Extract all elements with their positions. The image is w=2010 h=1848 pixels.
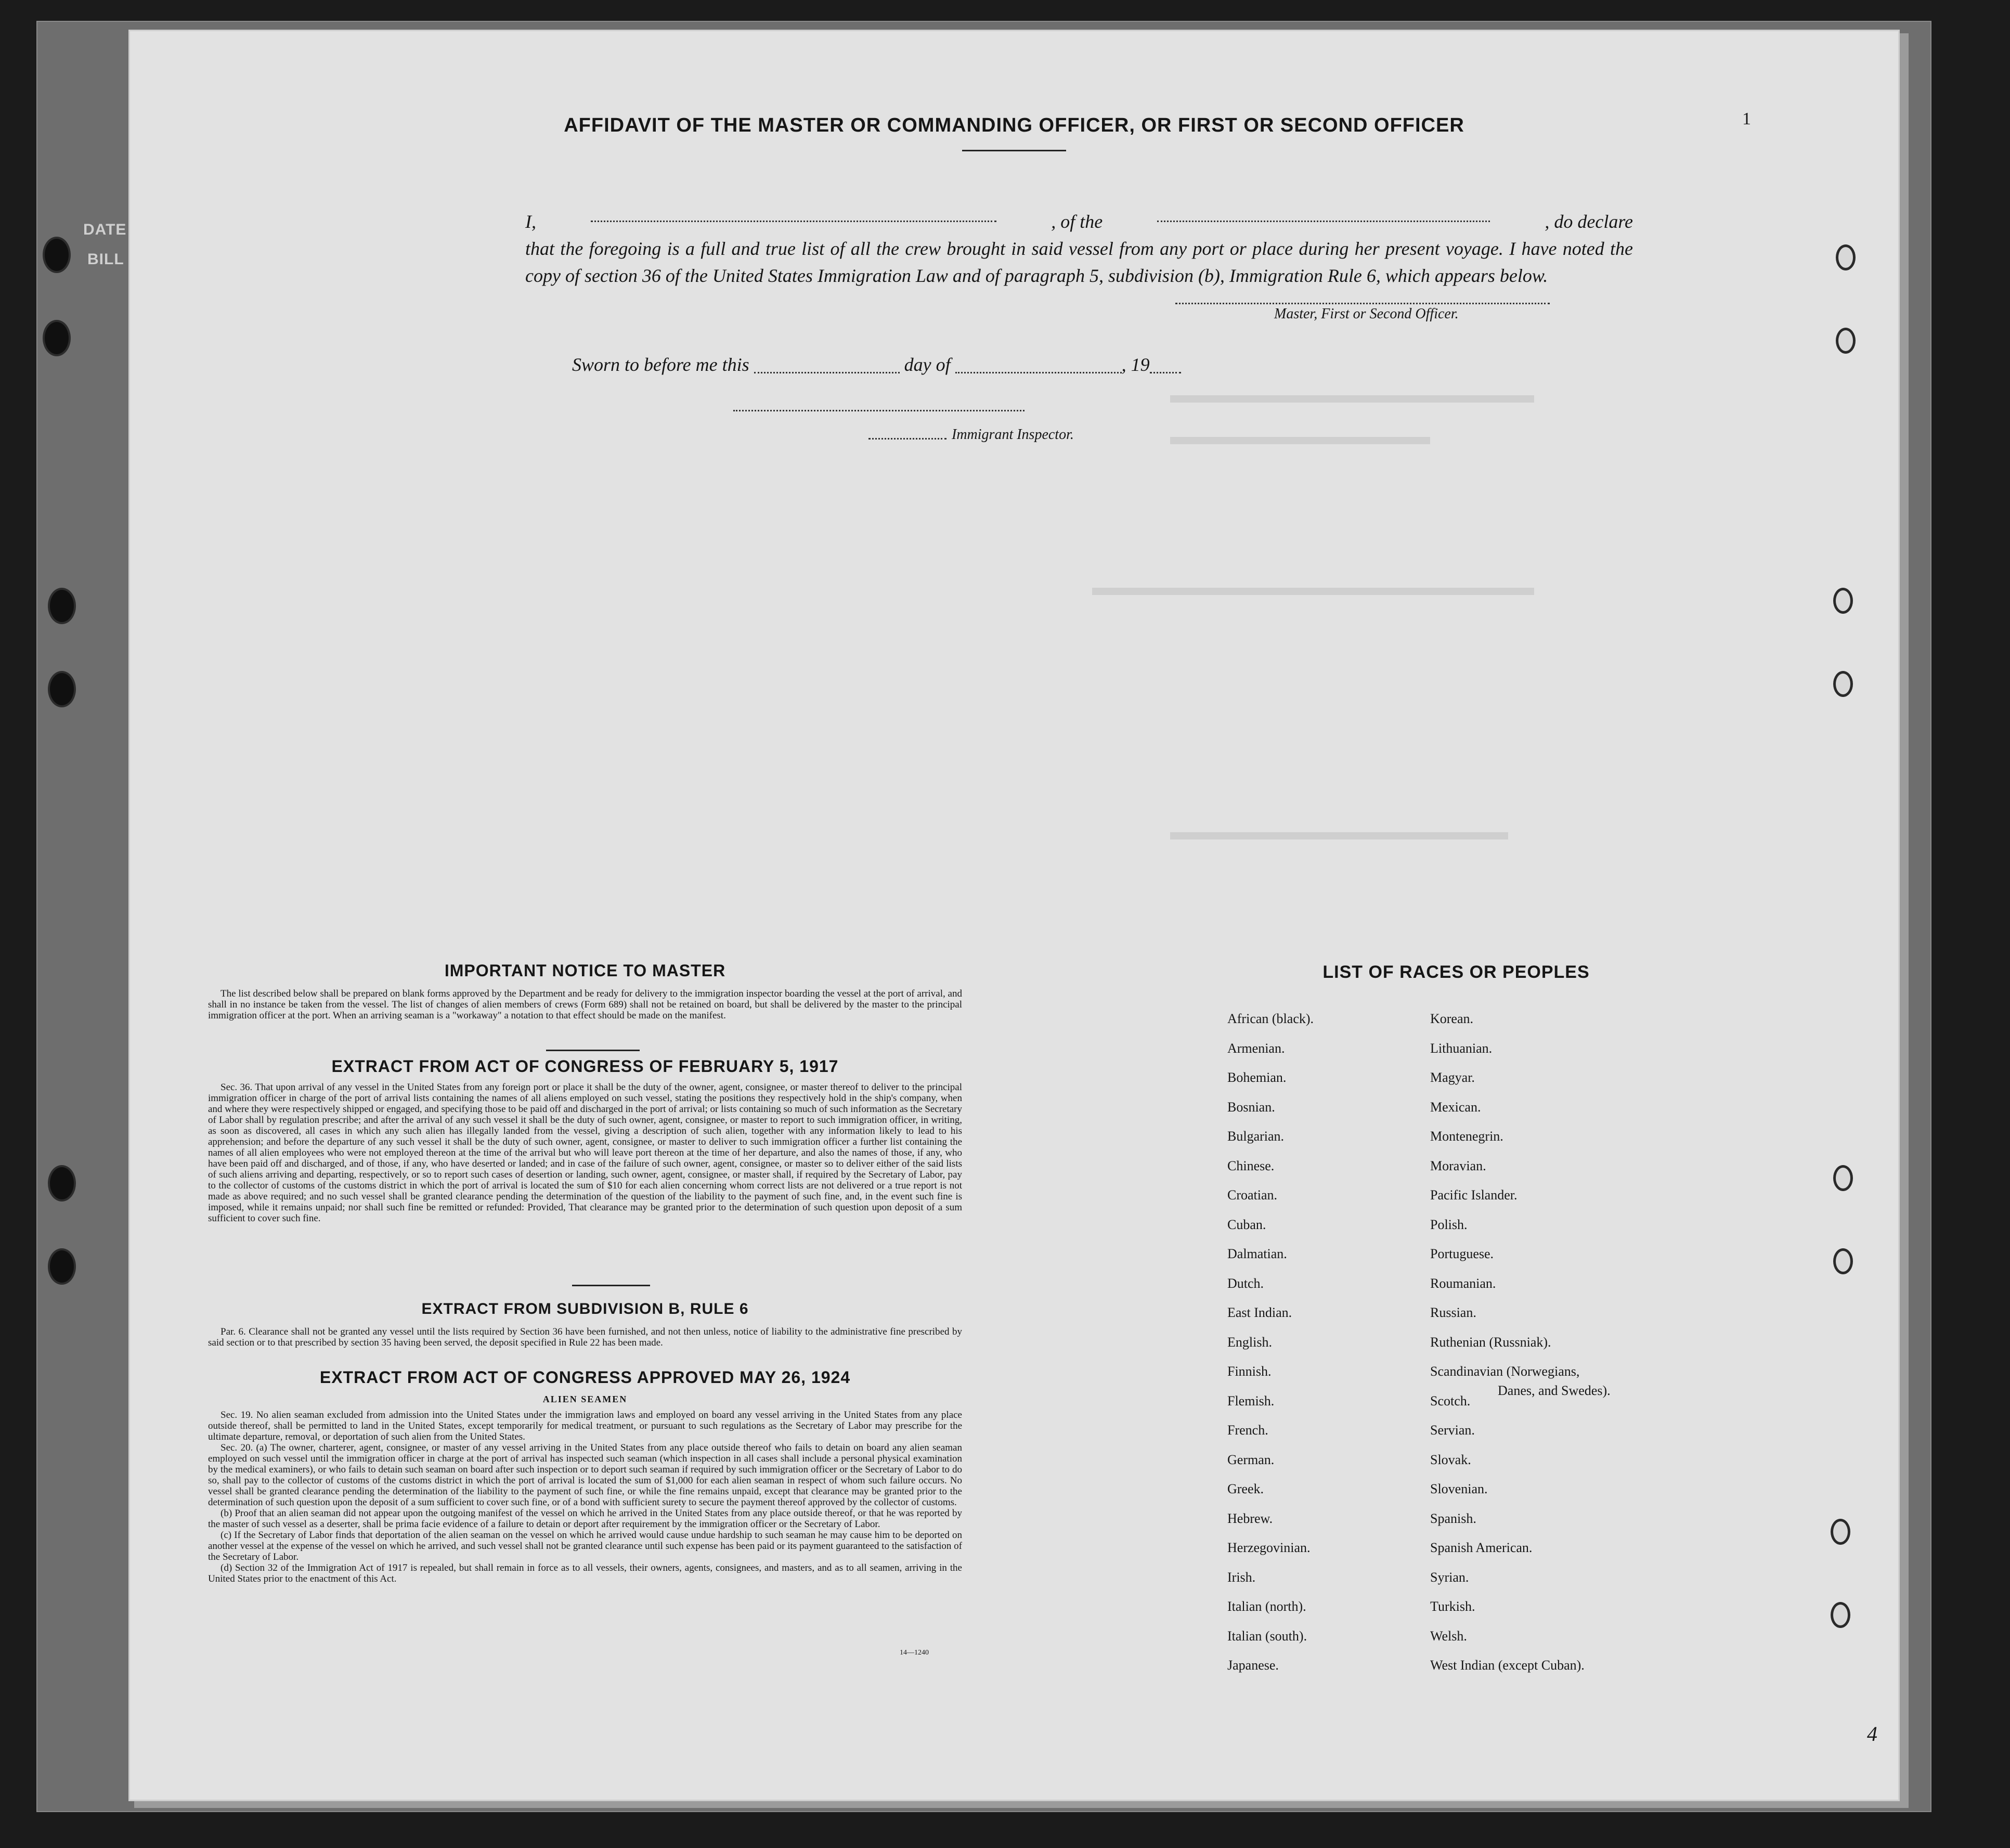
affidavit-text: that the foregoing is a full and true list of all the crew brought in said vessel from any port or place during her present voyage. I have noted the copy of section 36 of the United States Immigration Law and of paragraph 5, subdivision (b), Immigration Rule 6, which appears below. — [525, 238, 1633, 286]
race-item: Bohemian. — [1227, 1070, 1287, 1085]
race-item: Slovenian. — [1430, 1481, 1488, 1496]
race-item: African (black). — [1227, 1011, 1314, 1026]
affidavit-of-the: , of the — [1051, 211, 1103, 232]
race-item: Roumanian. — [1430, 1275, 1496, 1291]
race-item: Magyar. — [1430, 1070, 1475, 1085]
inspector-caption: Immigrant Inspector. — [952, 427, 1074, 443]
sworn-month-field[interactable] — [955, 359, 1122, 373]
edge-label-bill: BILL — [87, 251, 124, 268]
notice-text: The list described below shall be prepared on blank forms approved by the Department and be ready for delivery to the immigration inspector boarding the vessel at the port of arrival, and shall in no instance be taken from the vessel. The list of changes of alien members of crews (Form 689) shall not be retained on board, but shall be delivered by the master to the principal immigration officer at the port. When an arriving seaman is a "workaway" a notation to that effect should be made on the manifest. — [208, 988, 962, 1021]
race-item: Dutch. — [1227, 1275, 1264, 1291]
extract-rule6-text: Par. 6. Clearance shall not be granted any vessel until the lists required by Section 36 have been furnished, and not then unless, notice of liability to the administrative fine prescribed by said section or to that prescribed by section 35 having been served, the deposit specified in Rule 22 has been made. — [208, 1326, 962, 1348]
race-item: Hebrew. — [1227, 1510, 1273, 1526]
race-item: Croatian. — [1227, 1187, 1278, 1203]
affidavit-declare: , do declare — [1545, 211, 1633, 232]
affidavit-i: I, — [525, 211, 536, 232]
binder-hole — [48, 671, 76, 707]
race-item: Flemish. — [1227, 1393, 1275, 1408]
sworn-year-field[interactable] — [1150, 359, 1181, 373]
race-item: German. — [1227, 1452, 1275, 1467]
title-rule — [962, 150, 1066, 151]
binder-hole — [43, 320, 71, 356]
race-item: Turkish. — [1430, 1599, 1475, 1614]
notice-title: IMPORTANT NOTICE TO MASTER — [444, 961, 726, 980]
punch-hole — [1836, 244, 1856, 270]
race-item: Pacific Islander. — [1430, 1187, 1518, 1203]
race-item: Syrian. — [1430, 1569, 1469, 1585]
punch-hole — [1833, 671, 1853, 697]
binder-hole — [48, 1165, 76, 1201]
inspector-caption-leader — [868, 437, 946, 440]
sworn-day-field[interactable] — [754, 359, 900, 373]
punch-hole — [1831, 1602, 1850, 1628]
section-rule — [572, 1285, 650, 1286]
punch-hole — [1833, 588, 1853, 614]
bleed-through — [1170, 395, 1534, 403]
bleed-through — [1170, 437, 1430, 444]
inspector-signature-line[interactable] — [733, 409, 1025, 411]
manifest-page — [130, 31, 1898, 1800]
race-item: English. — [1227, 1334, 1272, 1350]
race-item: Dalmatian. — [1227, 1246, 1287, 1261]
day-of: day of — [904, 354, 951, 375]
page-mark-bottom: 4 — [1867, 1722, 1877, 1746]
race-item: Slovak. — [1430, 1452, 1471, 1467]
bleed-through — [1170, 832, 1508, 839]
binder-hole — [48, 588, 76, 624]
year-prefix: , 19 — [1121, 354, 1150, 375]
race-item: Mexican. — [1430, 1099, 1481, 1115]
race-item: Portuguese. — [1430, 1246, 1494, 1261]
race-item: Herzegovinian. — [1227, 1540, 1311, 1555]
race-item: Scotch. — [1430, 1393, 1471, 1408]
affidavit-body — [525, 208, 1633, 289]
race-item: Japanese. — [1227, 1658, 1279, 1673]
race-item: Chinese. — [1227, 1158, 1275, 1173]
extract-1917-title: EXTRACT FROM ACT OF CONGRESS OF FEBRUARY 5, 1917 — [331, 1057, 839, 1076]
punch-hole — [1833, 1165, 1853, 1191]
binder-hole — [48, 1248, 76, 1285]
race-item: West Indian (except Cuban). — [1430, 1658, 1585, 1673]
vessel-field[interactable] — [1157, 208, 1490, 222]
alien-seamen-subtitle: ALIEN SEAMEN — [542, 1394, 628, 1404]
sworn-line — [572, 354, 1181, 376]
race-item: French. — [1227, 1423, 1268, 1438]
race-item: Scandinavian (Norwegians, — [1430, 1364, 1580, 1379]
race-item: East Indian. — [1227, 1305, 1292, 1320]
punch-hole — [1836, 328, 1856, 354]
page-mark-top: 1 — [1742, 109, 1751, 128]
extract-1924-text: Sec. 19. No alien seaman excluded from admission into the United States under the immigration laws and employed on board any vessel arriving in the United States from any place outside thereof, shall be permitted to land in the United States, except temporarily for medical treatment, or pursuant to such regulations as the Secretary of Labor may prescribe for the ultimate departure, removal, or deportation of such alien from the United States. Sec. 20. (a) The owner, charterer, agent, consignee, or master of any vessel arriving in the United States from any place outside thereof who fails to detain on board any alien seaman employed on such vessel until the immigration officer in charge at the port of arrival has inspected such seaman (which inspection in all cases shall include a personal physical examination by the medical examiners), or who fails to detain such seaman on board after such inspection or to deport such seaman if required by such immigration officer or the Secretary of Labor to do so, shall pay to the collector of customs of the customs district in which the port of arrival is located the sum of $1,000 for each alien seaman in respect of whom such failure occurs. No vessel shall be granted clearance pending the determination of the liability to the payment of such fine, or while the fine remains unpaid, except that clearance may be granted prior to the determination of such question upon the deposit of a sum sufficient to cover such fine, or of a bond with sufficient surety to secure the payment thereof approved by the collector of customs. (b) Proof that an alien seaman did not appear upon the outgoing manifest of the vessel on which he arrived in the United States from any place outside thereof, or that he was reported by the master of such vessel as a deserter, shall be prima facie evidence of a failure to detain or deport after requirement by the immigration officer or the Secretary of Labor. (c) If the Secretary of Labor finds that deportation of the alien seaman on the vessel on which he arrived would cause undue hardship to such seaman he may cause him to be deported on another vessel at the expense of the vessel on which he arrived, and such vessel shall not be granted clearance until such expense has been paid or its payment guaranteed to the satisfaction of the Secretary of Labor. (d) Section 32 of the Immigration Act of 1917 is repealed, but shall remain in force as to all vessels, their owners, agents, consignees, and masters, and as to all seamen, arriving in the United States prior to the enactment of this Act. — [208, 1410, 962, 1584]
section-rule — [546, 1050, 640, 1051]
bleed-through — [1092, 588, 1534, 595]
race-item-continuation: Danes, and Swedes). — [1498, 1383, 1611, 1398]
race-item: Welsh. — [1430, 1628, 1467, 1644]
race-item: Polish. — [1430, 1217, 1468, 1232]
race-item: Bulgarian. — [1227, 1129, 1285, 1144]
master-caption: Master, First or Second Officer. — [1274, 306, 1459, 322]
races-title: LIST OF RACES OR PEOPLES — [1322, 962, 1590, 982]
edge-label-date: DATE — [83, 221, 127, 238]
binder-hole — [43, 237, 71, 273]
race-item: Ruthenian (Russniak). — [1430, 1334, 1551, 1350]
master-signature-line[interactable] — [1175, 302, 1550, 304]
punch-hole — [1833, 1248, 1853, 1274]
extract-rule6-title: EXTRACT FROM SUBDIVISION B, RULE 6 — [421, 1300, 749, 1317]
form-number: 14—1240 — [900, 1649, 929, 1657]
race-item: Servian. — [1430, 1423, 1475, 1438]
race-item: Lithuanian. — [1430, 1040, 1493, 1056]
race-item: Cuban. — [1227, 1217, 1266, 1232]
punch-hole — [1831, 1519, 1850, 1545]
extract-1917-text: Sec. 36. That upon arrival of any vessel in the United States from any foreign port or place it shall be the duty of the owner, agent, consignee, or master thereof to deliver to the principal immigration officer in charge of the port of arrival lists containing the names of all aliens employed on such vessel, stating the positions they respectively hold in the ship's company, when and where they were respectively shipped or engaged, and specifying those to be paid off and discharged in the port of arrival; or lists containing so much of such information as the Secretary of Labor shall by regulation prescribe; and after the arrival of any such vessel it shall be the duty of such owner, agent, consignee, or master to report to such immigration officer, in writing, as soon as discovered, all cases in which any such alien has illegally landed from the vessel, giving a description of such alien, together with any information likely to lead to his apprehension; and before the departure of any such vessel it shall be the duty of such owner, agent, consignee, or master to deliver to such immigration officer a further list containing the names of all alien employees who were not employed thereon at the time of the arrival but who will leave port thereon at the time of her departure, and also the names of those, if any, who have been paid off and discharged, and of those, if any, who have deserted or landed; and in case of the failure of such owner, agent, consignee, or master so to deliver either of the said lists of such aliens arriving and departing, respectively, or so to report such cases of desertion or landing, such owner, agent, consignee, or master shall, if required by the Secretary of Labor, pay to the collector of customs of the customs district in which the port of arrival is located the sum of $10 for each alien concerning whom correct lists are not delivered or a true report is not made as above required; and no such vessel shall be granted clearance pending the determination of the question of the liability to the payment of such fine, and, in the event such fine is imposed, while it remains unpaid; nor shall such fine be remitted or refunded: Provided, That clearance may be granted prior to the determination of such question upon deposit of a sum sufficient to cover such fine. — [208, 1082, 962, 1224]
race-item: Armenian. — [1227, 1040, 1285, 1056]
extract-1924-title: EXTRACT FROM ACT OF CONGRESS APPROVED MAY 26, 1924 — [319, 1368, 851, 1387]
name-field[interactable] — [591, 208, 996, 222]
sworn-prefix: Sworn to before me this — [572, 354, 749, 375]
race-item: Spanish. — [1430, 1510, 1476, 1526]
race-item: Italian (south). — [1227, 1628, 1307, 1644]
race-item: Montenegrin. — [1430, 1129, 1503, 1144]
race-item: Korean. — [1430, 1011, 1474, 1026]
race-item: Spanish American. — [1430, 1540, 1533, 1555]
race-item: Bosnian. — [1227, 1099, 1275, 1115]
race-item: Finnish. — [1227, 1364, 1272, 1379]
race-item: Moravian. — [1430, 1158, 1486, 1173]
affidavit-line-1 — [525, 208, 1633, 235]
affidavit-title: AFFIDAVIT OF THE MASTER OR COMMANDING OFFICER, OR FIRST OR SECOND OFFICER — [564, 114, 1464, 136]
race-item: Irish. — [1227, 1569, 1256, 1585]
race-item: Russian. — [1430, 1305, 1476, 1320]
race-item: Italian (north). — [1227, 1599, 1306, 1614]
race-item: Greek. — [1227, 1481, 1264, 1496]
